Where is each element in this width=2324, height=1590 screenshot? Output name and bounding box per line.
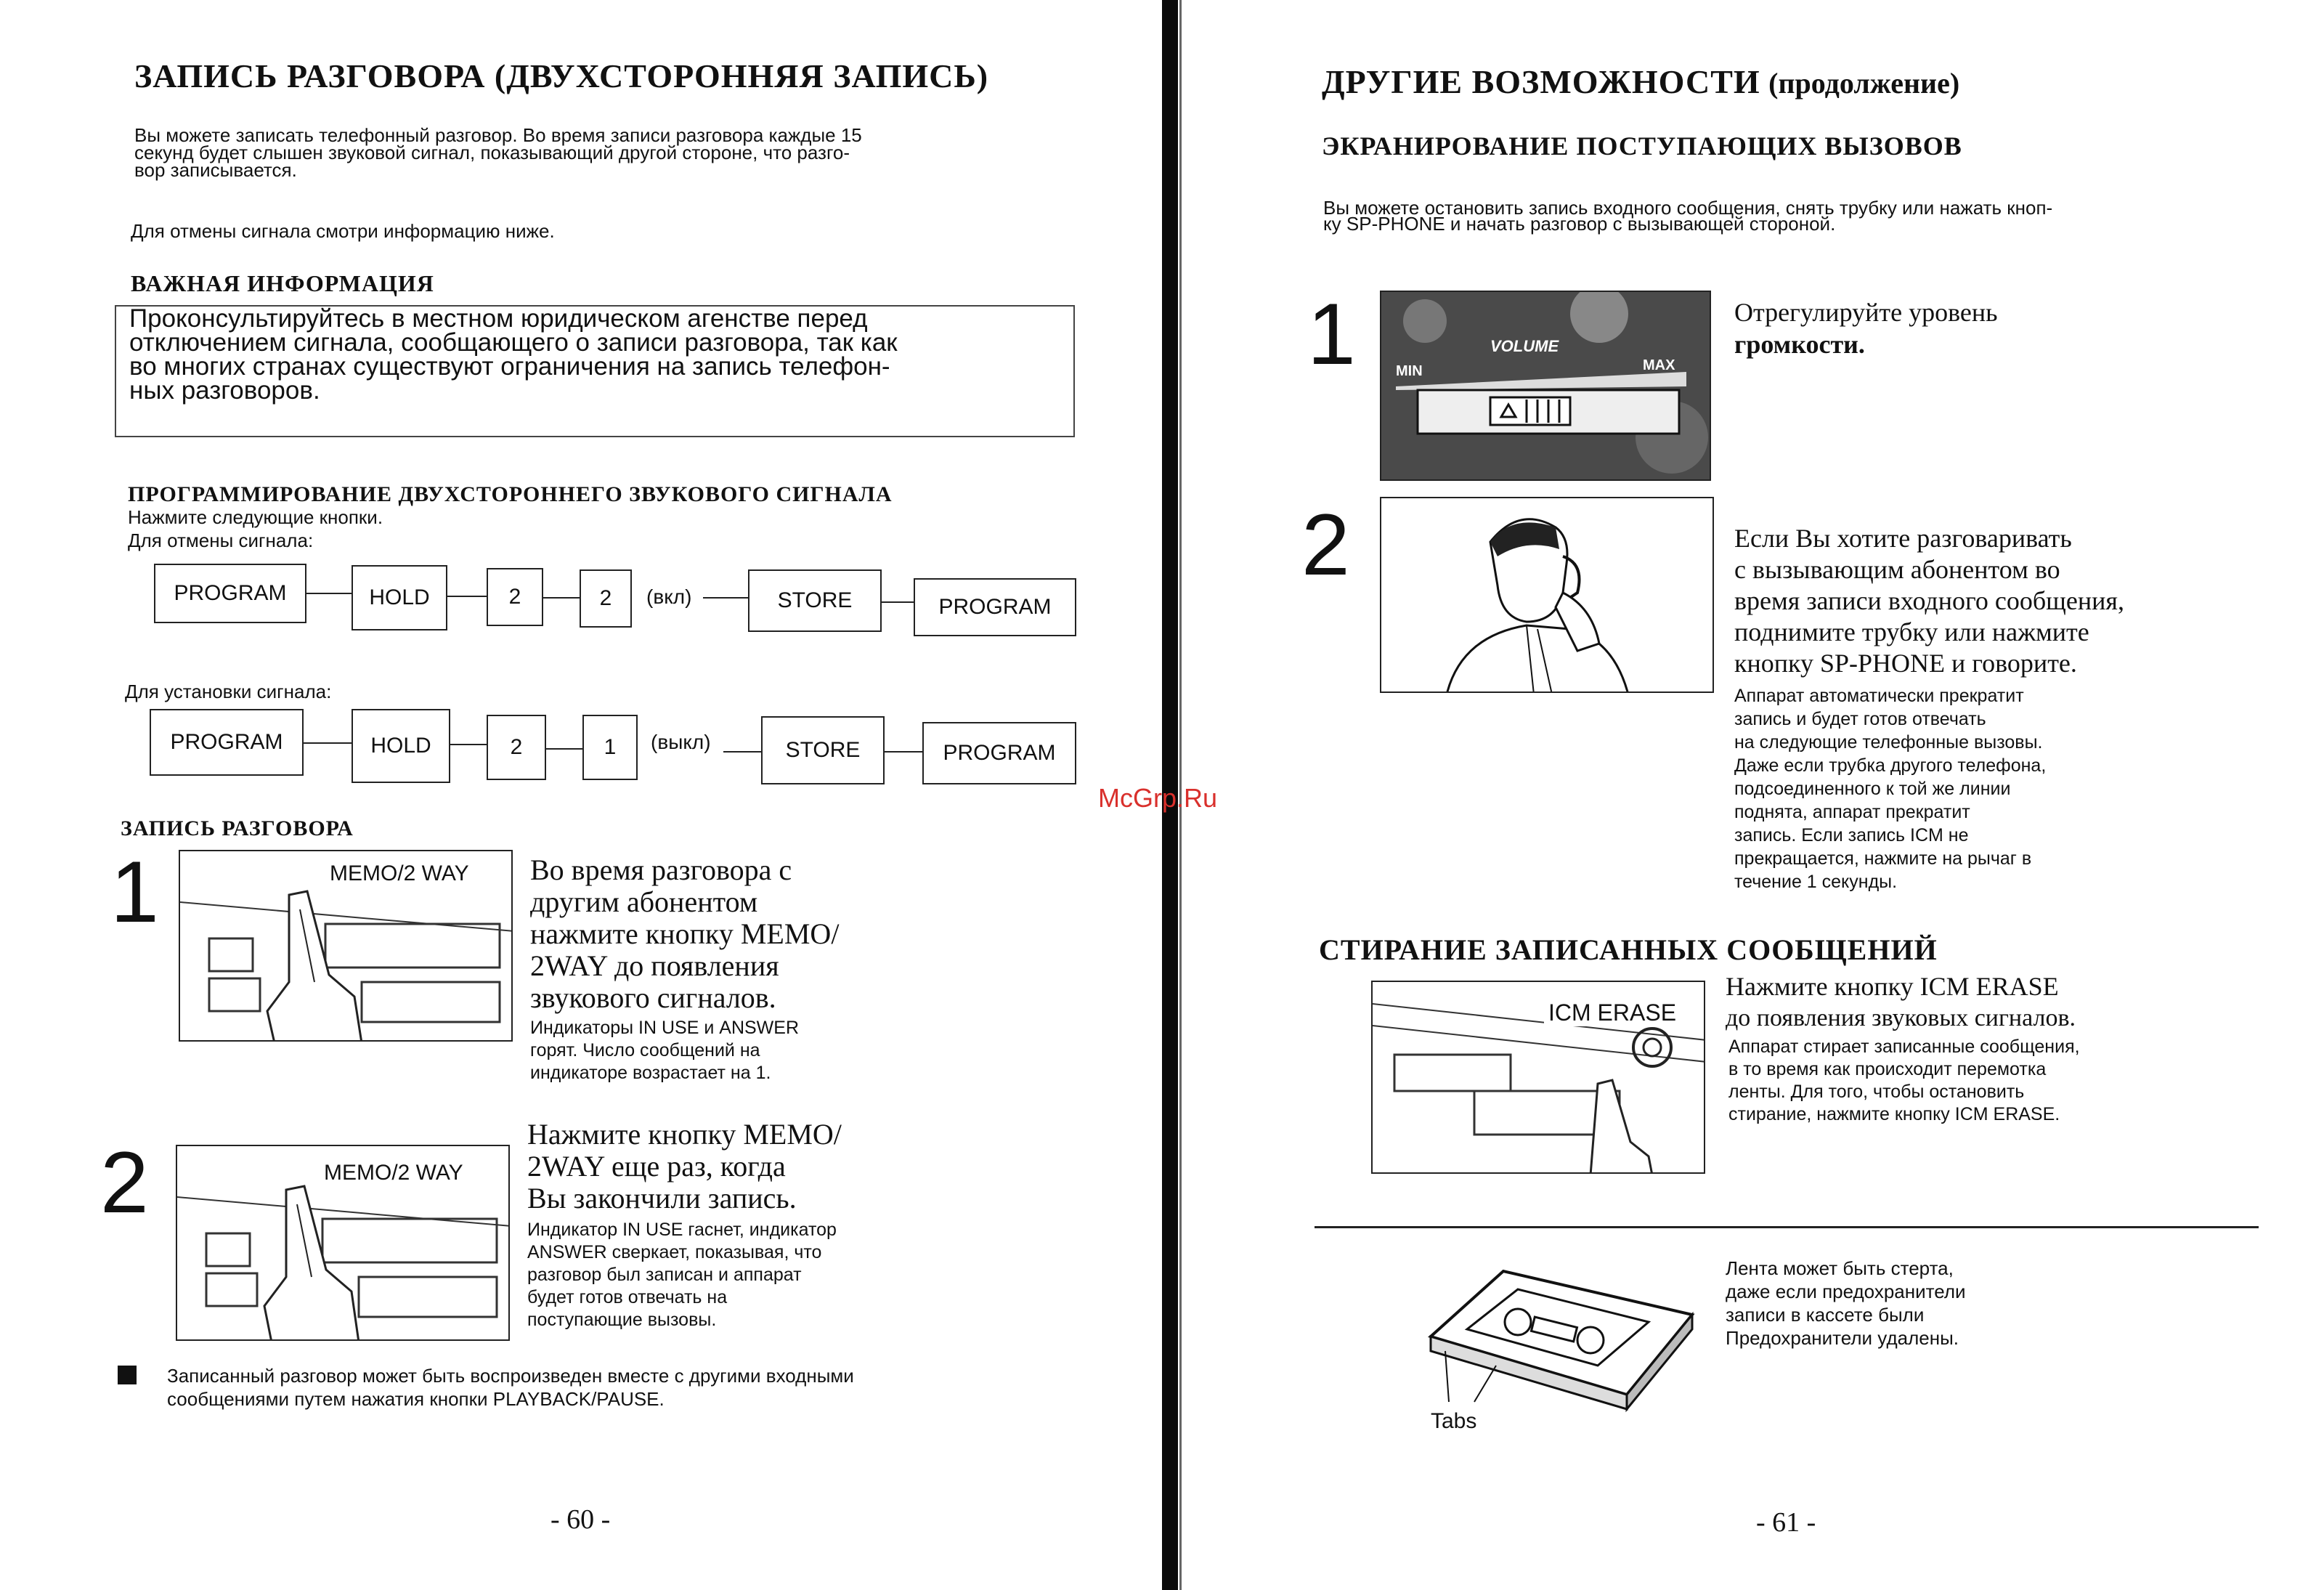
erase-note-1: Аппарат стирает записанные сообщения,: [1728, 1037, 2080, 1057]
memo-2way-illustration-2: [176, 1145, 510, 1341]
volume-text-line-1: Отрегулируйте уровень: [1734, 298, 1998, 327]
step1-line-1: Во время разговора с: [530, 853, 792, 886]
sp-note-1: Аппарат автоматически прекратит: [1734, 686, 2024, 706]
seq-cancel-program2-button: PROGRAM: [914, 578, 1076, 636]
icm-erase-label: ICM ERASE: [1544, 999, 1681, 1026]
step2-note-2: ANSWER сверкает, показывая, что: [527, 1242, 822, 1262]
tape-line-2: даже если предохранители: [1726, 1281, 1966, 1302]
icm-erase-illustration: [1371, 981, 1705, 1174]
left-page-title: ЗАПИСЬ РАЗГОВОРА (ДВУХСТОРОННЯЯ ЗАПИСЬ): [134, 57, 989, 94]
left-page-number: - 60 -: [550, 1504, 611, 1535]
erase-line-2: до появления звуковых сигналов.: [1726, 1005, 2076, 1031]
seq-set-program2-button: PROGRAM: [922, 722, 1076, 784]
tape-note: [1726, 1257, 1966, 1350]
sp-note-7: запись. Если запись ICM не: [1734, 825, 1969, 845]
screening-title: ЭКРАНИРОВАНИЕ ПОСТУПАЮЩИХ ВЫЗОВОВ: [1322, 131, 1962, 161]
right-step-2-instructions: [1734, 523, 2124, 679]
record-title: ЗАПИСЬ РАЗГОВОРА: [121, 816, 354, 840]
tabs-label: Tabs: [1431, 1409, 1477, 1433]
seq-connector: [543, 597, 580, 599]
seq-connector: [450, 744, 487, 745]
footnote: [167, 1364, 854, 1411]
seq-connector: [306, 593, 352, 594]
left-step-2-number: 2: [100, 1134, 149, 1231]
set-signal-label: Для установки сигнала:: [125, 681, 332, 702]
memo-2way-label-2: MEMO/2 WAY: [324, 1161, 463, 1185]
intro-line-1: Вы можете записать телефонный разговор. Во время записи разговора каждые 15: [134, 124, 862, 146]
left-step-1-note: [530, 1017, 799, 1084]
step2-line-2: 2WAY еще раз, когда: [527, 1150, 786, 1183]
seq-cancel-note: (вкл): [646, 585, 692, 608]
volume-illustration: [1380, 291, 1711, 481]
seq-set-1-button: 1: [582, 715, 638, 780]
tape-line-4: Предохранители удалены.: [1726, 1327, 1959, 1349]
volume-min-label: MIN: [1396, 363, 1423, 379]
intro-line-3: вор записывается.: [134, 159, 297, 181]
right-step-1-number: 1: [1307, 285, 1356, 383]
cancel-signal-label: Для отмены сигнала:: [128, 530, 314, 551]
seq-cancel-2b-button: 2: [580, 569, 632, 628]
tape-line-3: записи в кассете были: [1726, 1304, 1925, 1326]
right-page-number: - 61 -: [1756, 1507, 1816, 1538]
screening-line-2: ку SP-PHONE и начать разговор с вызывающей стороной.: [1323, 213, 1836, 235]
sp-note-9: течение 1 секунды.: [1734, 872, 1898, 892]
sp-line-2: с вызывающим абонентом во: [1734, 555, 2060, 584]
seq-cancel-program-button: PROGRAM: [154, 564, 306, 623]
step1-note-2: горят. Число сообщений на: [530, 1040, 760, 1060]
intro-line-2: секунд будет слышен звуковой сигнал, показывающий другой стороне, что разго-: [134, 142, 850, 163]
seq-connector: [885, 751, 922, 753]
sp-note-8: прекращается, нажмите на рычаг в: [1734, 848, 2032, 869]
step2-line-1: Нажмите кнопку MEMO/: [527, 1118, 842, 1151]
intro-paragraph: [134, 123, 1093, 182]
erase-note-2: в то время как происходит перемотка: [1728, 1059, 2047, 1079]
seq-connector: [304, 742, 352, 744]
step1-note-3: индикаторе возрастает на 1.: [530, 1063, 771, 1083]
erase-title: СТИРАНИЕ ЗАПИСАННЫХ СООБЩЕНИЙ: [1319, 933, 1938, 966]
seq-set-2-button: 2: [487, 715, 546, 780]
sp-line-5: кнопку SP-PHONE и говорите.: [1734, 649, 2077, 678]
program-title: ПРОГРАММИРОВАНИЕ ДВУХСТОРОННЕГО ЗВУКОВОГО СИГНАЛА: [128, 482, 893, 506]
left-step-1-number: 1: [110, 843, 159, 941]
step1-line-5: звукового сигналов.: [530, 981, 776, 1014]
seq-connector: [882, 601, 914, 603]
right-title-rest: (продолжение): [1768, 67, 1960, 100]
footnote-bullet: [118, 1366, 137, 1384]
step1-note-1: Индикаторы IN USE и ANSWER: [530, 1018, 799, 1038]
volume-slider-drawing: [1381, 292, 1711, 481]
erase-line-1: Нажмите кнопку ICM ERASE: [1726, 972, 2059, 1001]
footnote-line-2: сообщениями путем нажатия кнопки PLAYBACK/PAUSE.: [167, 1388, 665, 1410]
watermark: McGrp.Ru: [1098, 783, 1218, 813]
man-on-phone-drawing: [1381, 498, 1714, 693]
cassette-illustration: [1416, 1249, 1707, 1438]
right-step-1-instructions: [1734, 296, 1998, 360]
important-line-4: ных разговоров.: [129, 376, 320, 405]
seq-cancel-store-button: STORE: [748, 569, 882, 632]
important-line-3: во многих странах существуют ограничения на запись телефон-: [129, 352, 890, 381]
sp-note-2: запись и будет готов отвечать: [1734, 709, 1986, 729]
sp-note-4: Даже если трубка другого телефона,: [1734, 755, 2047, 776]
left-step-1-instructions: [530, 854, 839, 1014]
cancel-note: Для отмены сигнала смотри информацию ниже.: [131, 220, 555, 242]
seq-set-hold-button: HOLD: [352, 709, 450, 783]
seq-set-program-button: PROGRAM: [150, 709, 304, 776]
left-step-2-note: [527, 1219, 837, 1331]
sp-line-3: время записи входного сообщения,: [1734, 586, 2124, 615]
seq-connector: [703, 597, 748, 599]
erase-note: [1728, 1036, 2080, 1126]
left-step-2-instructions: [527, 1119, 842, 1214]
section-divider: [1315, 1226, 2259, 1228]
seq-connector: [447, 596, 487, 597]
seq-set-note: (выкл): [651, 731, 711, 753]
seq-cancel-hold-button: HOLD: [352, 565, 447, 630]
seq-connector: [546, 748, 582, 750]
erase-note-4: стирание, нажмите кнопку ICM ERASE.: [1728, 1104, 2060, 1124]
sp-line-4: поднимите трубку или нажмите: [1734, 617, 2089, 646]
right-step-2-number: 2: [1301, 496, 1350, 593]
right-page-title: [1322, 62, 1959, 101]
step1-line-2: другим абонентом: [530, 885, 758, 918]
step1-line-3: нажмите кнопку MEMO/: [530, 917, 840, 950]
step2-note-3: разговор был записан и аппарат: [527, 1265, 802, 1285]
step2-note-4: будет готов отвечать на: [527, 1287, 728, 1307]
erase-note-3: ленты. Для того, чтобы остановить: [1728, 1082, 2025, 1102]
memo-2way-illustration-1: [179, 850, 513, 1042]
important-title: ВАЖНАЯ ИНФОРМАЦИЯ: [131, 270, 434, 296]
step2-note-5: поступающие вызовы.: [527, 1310, 717, 1330]
important-line-1: Проконсультируйтесь в местном юридическом агенстве перед: [129, 304, 868, 333]
seq-connector: [723, 751, 761, 753]
program-press: Нажмите следующие кнопки.: [128, 506, 383, 528]
seq-set-store-button: STORE: [761, 716, 885, 784]
right-title-bold: ДРУГИЕ ВОЗМОЖНОСТИ: [1322, 63, 1760, 100]
sp-line-1: Если Вы хотите разговаривать: [1734, 524, 2072, 553]
right-step-2-note: [1734, 684, 2046, 893]
sp-note-6: поднята, аппарат прекратит: [1734, 802, 1970, 822]
tape-line-1: Лента может быть стерта,: [1726, 1257, 1954, 1279]
man-on-phone-illustration: [1380, 497, 1714, 693]
screening-intro: [1323, 196, 2267, 235]
step2-note-1: Индикатор IN USE гаснет, индикатор: [527, 1220, 837, 1240]
sp-note-5: подсоединенного к той же линии: [1734, 779, 2011, 799]
footnote-line-1: Записанный разговор может быть воспроизведен вместе с другими входными: [167, 1365, 854, 1387]
important-line-2: отключением сигнала, сообщающего о записи разговора, так как: [129, 328, 898, 357]
sp-note-3: на следующие телефонные вызовы.: [1734, 732, 2043, 753]
seq-cancel-2-button: 2: [487, 568, 543, 626]
screening-line-1: Вы можете остановить запись входного сообщения, снять трубку или нажать кноп-: [1323, 197, 2053, 219]
memo-2way-label-1: MEMO/2 WAY: [330, 861, 469, 885]
important-box: [115, 305, 1075, 437]
volume-max-label: MAX: [1643, 357, 1675, 373]
volume-label: VOLUME: [1490, 337, 1559, 355]
volume-text-line-2: громкости.: [1734, 330, 1865, 359]
step2-line-3: Вы закончили запись.: [527, 1182, 797, 1214]
erase-instructions: [1726, 970, 2076, 1034]
step1-line-4: 2WAY до появления: [530, 949, 779, 982]
